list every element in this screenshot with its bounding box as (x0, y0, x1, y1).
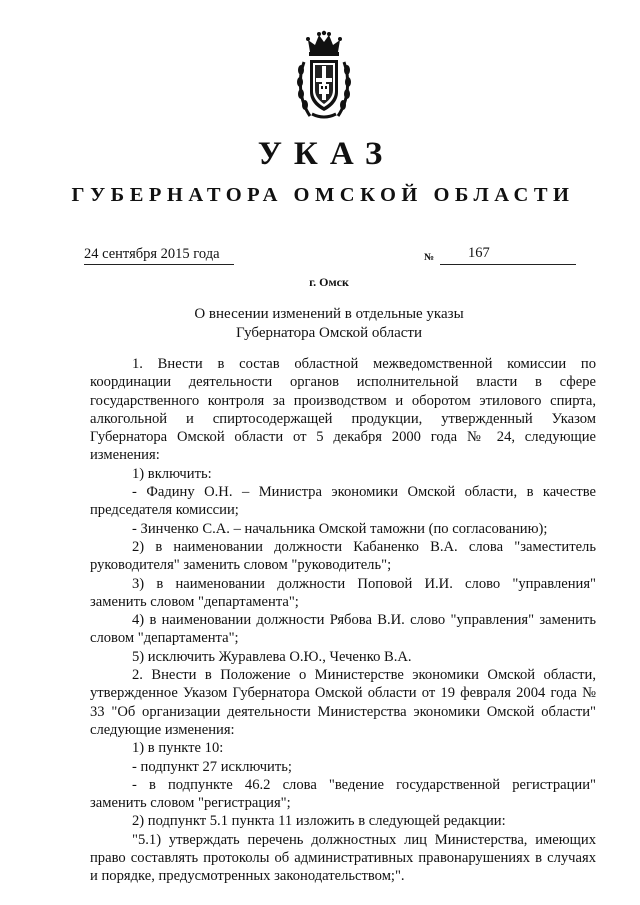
decree-subject (0, 305, 640, 343)
body-paragraph: - в подпункте 46.2 слова "ведение государственной регистрации" заменить словом "регистрация"; (90, 776, 596, 812)
decree-date: 24 сентября 2015 года (84, 244, 234, 265)
body-paragraph: 3) в наименовании должности Поповой И.И. слово "управления" заменить словом "департамента"; (90, 575, 596, 610)
omsk-coat-of-arms-icon (296, 30, 352, 122)
decree-number-label: № (424, 252, 435, 263)
subject-line: Губернатора Омской области (236, 325, 422, 341)
body-paragraph: 1) включить: (132, 465, 212, 482)
decree-number-field (440, 244, 576, 265)
body-paragraph: 2) в наименовании должности Кабаненко В.А. слова "заместитель руководителя" заменить словом "руководитель"; (90, 538, 596, 574)
decree-city: г. Омск (309, 275, 349, 289)
body-paragraph: 2. Внести в Положение о Министерстве экономики Омской области, утвержденное Указом Губернатора Омской области от 19 февраля 2004 года № 33 "Об организации деятельности Министерства экономики Омской области" следующие изменения: (90, 667, 596, 738)
body-paragraph: 1) в пункте 10: (132, 740, 224, 757)
body-paragraph: 5) исключить Журавлева О.Ю., Чеченко В.А. (132, 648, 412, 665)
body-paragraph: - подпункт 27 исключить; (132, 758, 292, 775)
decree-body (90, 355, 596, 886)
document-title: УКАЗ (257, 136, 395, 172)
body-paragraph: "5.1) утверждать перечень должностных лиц Министерства, имеющих право составлять протоколы об административных правонарушениях в случаях и порядке, предусмотренных законодательством;". (90, 831, 596, 885)
subject-line: О внесении изменений в отдельные указы (194, 306, 464, 322)
body-paragraph: 1. Внести в состав областной межведомственной комиссии по координации деятельности органов исполнительной власти в сфере государственного контроля за производством и оборотом этилового спирта, алкогольной и спиртосодержащей продукции, утвержденный Указом Губернатора Омской области от 5 декабря 2000 года № 24, следующие изменения: (90, 356, 596, 464)
body-paragraph: 4) в наименовании должности Рябова В.И. слово "управления" заменить словом "департамента"; (90, 612, 596, 647)
body-paragraph: - Фадину О.Н. – Министра экономики Омской области, в качестве председателя комиссии; (90, 484, 596, 519)
body-paragraph: 2) подпункт 5.1 пункта 11 изложить в следующей редакции: (132, 813, 506, 830)
document-subtitle: ГУБЕРНАТОРА ОМСКОЙ ОБЛАСТИ (71, 184, 575, 206)
decree-number: 167 (468, 245, 490, 261)
body-paragraph: - Зинченко С.А. – начальника Омской таможни (по согласованию); (132, 520, 548, 537)
